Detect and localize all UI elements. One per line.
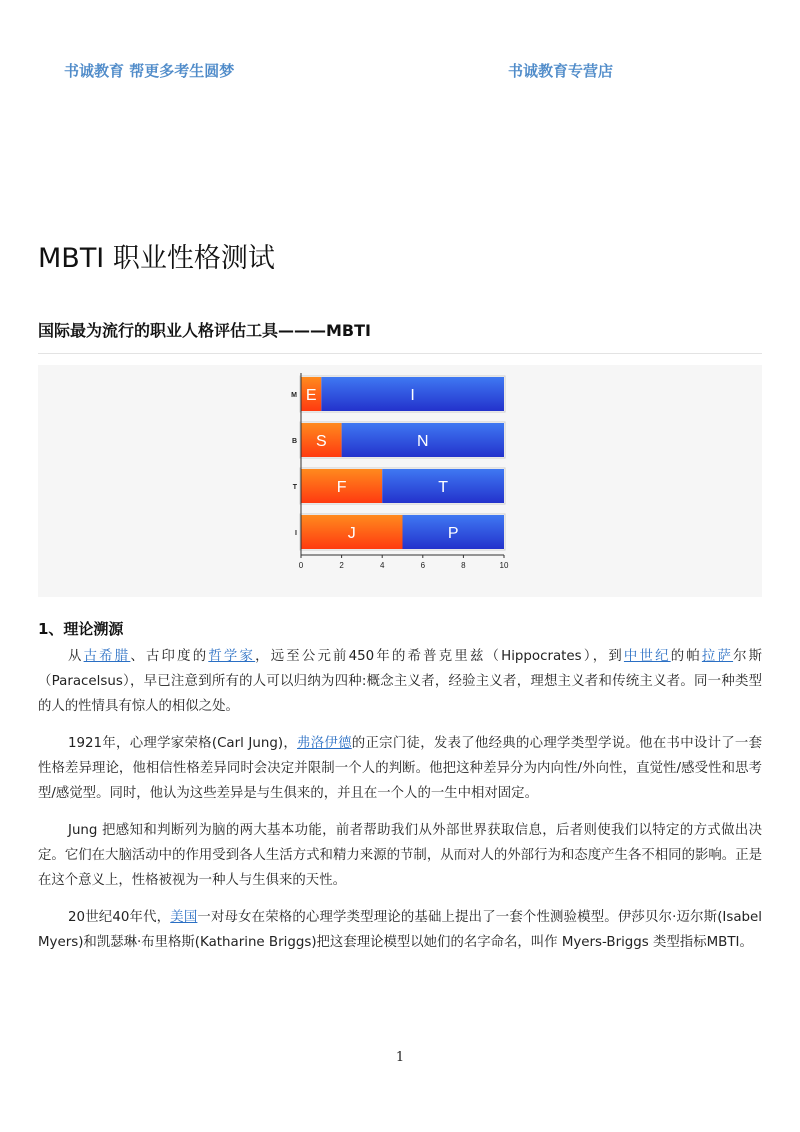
bar-label-N: N — [417, 433, 429, 450]
bar-label-F: F — [336, 479, 347, 496]
page-subtitle: 国际最为流行的职业人格评估工具———MBTI — [38, 321, 371, 340]
p1-text-3: ，远至公元前450年的希普克里兹（Hippocrates），到 — [255, 649, 624, 664]
category-label-T: T — [292, 484, 297, 491]
category-label-B: B — [291, 438, 297, 445]
divider — [38, 353, 762, 354]
link-ancient-greece[interactable]: 古希腊 — [83, 649, 131, 664]
p1-text-5: 尔斯（Paracelsus），早已注意到所有的人可以归纳为四种:概念主义者，经验主义者，理想主义者和传统主义者。同一种类型的人的性情具有惊人的相似之处。 — [38, 649, 763, 714]
bar-label-T: T — [438, 479, 448, 496]
p4-text-1: 20世纪40年代， — [68, 910, 171, 925]
p1-text-1: 从 — [68, 649, 84, 664]
p4-text-2: 一对母女在荣格的心理学类型理论的基础上提出了一套个性测验模型。伊莎贝尔·迈尔斯(Isabel Myers)和凯瑟琳·布里格斯(Katharine Briggs)把这套理论模型以她们的名字命名，叫作 Myers-Briggs 类型指标MBTI。 — [38, 910, 763, 950]
paragraph-3: Jung 把感知和判断列为脑的两大基本功能，前者帮助我们从外部世界获取信息，后者则使我们以特定的方式做出决定。它们在大脑活动中的作用受到各人生活方式和精力来源的节制，从而对人的外部行为和态度产生各不相同的影响。正是在这个意义上，性格被视为一种人与生俱来的天性。 — [38, 823, 762, 888]
mbti-bar-chart-svg — [38, 365, 762, 597]
bar-label-P: P — [447, 525, 459, 542]
x-tick-label-10: 10 — [499, 561, 509, 570]
link-freud[interactable]: 弗洛伊德 — [297, 736, 352, 751]
link-usa[interactable]: 美国 — [170, 910, 198, 925]
p2-text-2: 的正宗门徒，发表了他经典的心理学类型学说。他在书中设计了一套性格差异理论，他相信性格差异同时会决定并限制一个人的判断。他把这种差异分为内向性/外向性，直觉性/感受性和思考型/感觉型。同时，他认为这些差异是与生俱来的，并且在一个人的一生中相对固定。 — [38, 736, 763, 801]
x-tick-label-0: 0 — [298, 561, 304, 570]
bar-label-J: J — [347, 525, 356, 542]
bar-label-E: E — [305, 387, 317, 404]
category-label-M: M — [291, 392, 297, 399]
mbti-chart — [38, 365, 762, 597]
bar-label-S: S — [315, 433, 327, 450]
paragraph-2 — [38, 731, 762, 806]
x-tick-label-8: 8 — [461, 561, 466, 570]
link-philosopher[interactable]: 哲学家 — [208, 649, 256, 664]
x-tick-label-2: 2 — [339, 561, 344, 570]
p2-text-1: 1921年，心理学家荣格(Carl Jung)， — [68, 736, 298, 751]
link-middle-ages[interactable]: 中世纪 — [623, 649, 671, 664]
section-heading-theory-origins: 1、理论溯源 — [38, 620, 124, 638]
x-tick-label-4: 4 — [379, 561, 385, 570]
bar-label-I: I — [410, 387, 415, 404]
page-number: 1 — [395, 1050, 405, 1065]
paragraph-1 — [38, 644, 762, 719]
p1-text-4: 的帕 — [670, 649, 702, 664]
p1-text-2: 、古印度的 — [130, 649, 209, 664]
x-tick-label-6: 6 — [420, 561, 426, 570]
link-lhasa[interactable]: 拉萨 — [701, 649, 734, 664]
paragraph-4 — [38, 905, 762, 955]
header-store-name: 书诚教育专营店 — [508, 62, 614, 80]
page-title: MBTI 职业性格测试 — [38, 243, 275, 274]
category-label-I: I — [295, 530, 297, 537]
header-slogan: 书诚教育 帮更多考生圆梦 — [64, 62, 235, 80]
